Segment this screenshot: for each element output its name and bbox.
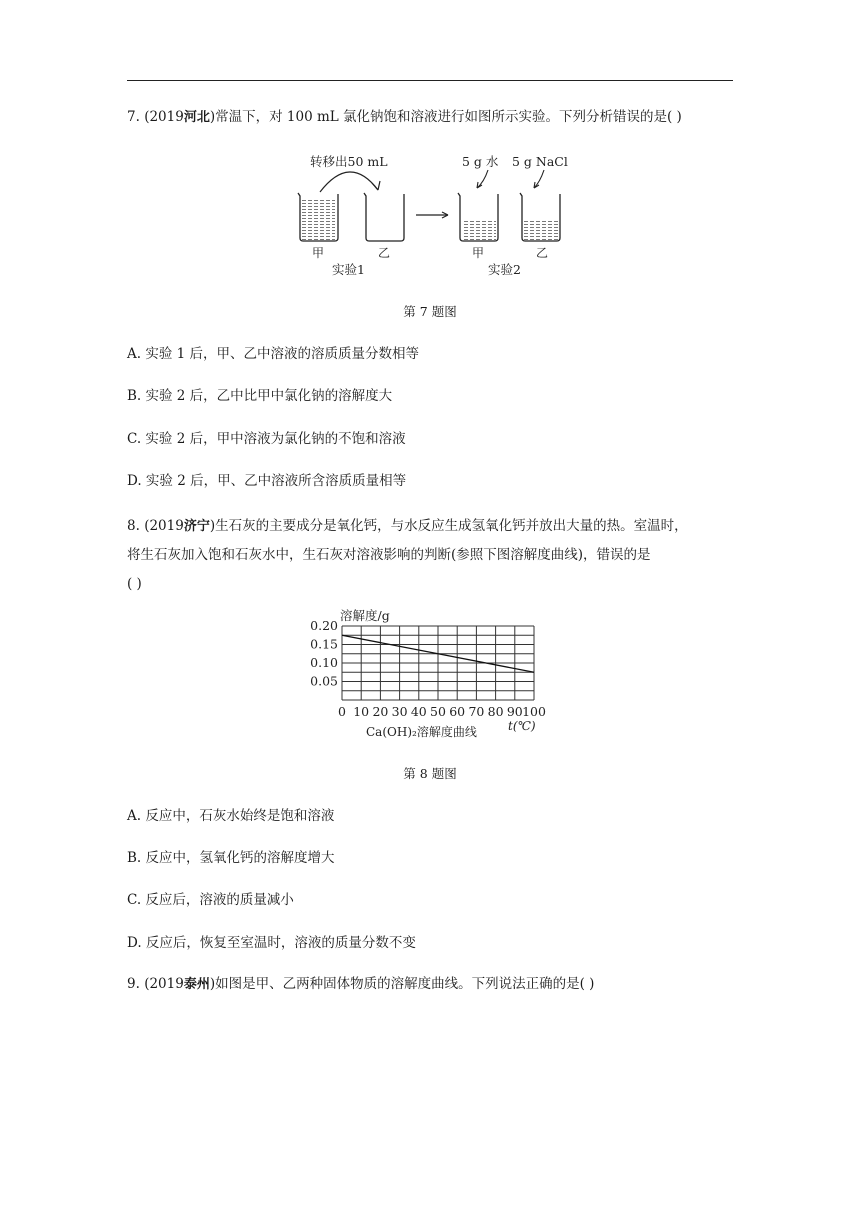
x-tick-label: 10 bbox=[353, 704, 370, 719]
q7-option-c: C. 实验 2 后，甲中溶液为氯化钠的不饱和溶液 bbox=[127, 431, 406, 447]
water-label: 5 g 水 bbox=[462, 154, 499, 169]
x-tick-label: 30 bbox=[391, 704, 408, 719]
chart-grid bbox=[342, 626, 534, 700]
q8-caption: 第 8 题图 bbox=[403, 766, 457, 781]
q7-option-b: B. 实验 2 后，乙中比甲中氯化钠的溶解度大 bbox=[127, 388, 393, 404]
nacl-label: 5 g NaCl bbox=[512, 154, 568, 169]
question-7-figure bbox=[290, 148, 580, 283]
y-tick-label: 0.05 bbox=[310, 673, 338, 689]
y-tick-label: 0.10 bbox=[310, 655, 338, 670]
x-tick-label: 80 bbox=[487, 704, 504, 719]
question-7-stem: 7. (2019河北)常温下，对 100 mL 氯化钠饱和溶液进行如图所示实验。下列分析错误的是( ) bbox=[127, 109, 682, 125]
q8-option-b: B. 反应中，氢氧化钙的溶解度增大 bbox=[127, 850, 335, 866]
beaker-jia-exp1 bbox=[298, 193, 338, 241]
q8-option-c: C. 反应后，溶液的质量减小 bbox=[127, 892, 294, 908]
q8-option-d: D. 反应后，恢复至室温时，溶液的质量分数不变 bbox=[127, 935, 416, 951]
x-tick-label: 0 bbox=[338, 704, 346, 719]
y-tick-label: 0.20 bbox=[310, 618, 338, 633]
header-rule bbox=[127, 80, 733, 81]
beaker-yi-exp1 bbox=[364, 193, 404, 241]
label-jia-2: 甲 bbox=[472, 246, 485, 260]
chart-y-label: 溶解度/g bbox=[340, 608, 390, 623]
exp1-label: 实验1 bbox=[332, 262, 365, 277]
label-jia-1: 甲 bbox=[312, 246, 325, 260]
transfer-label: 转移出50 mL bbox=[310, 154, 388, 169]
x-tick-label: 100 bbox=[522, 704, 546, 719]
x-tick-label: 50 bbox=[430, 704, 446, 719]
x-tick-label: 90 bbox=[506, 704, 523, 719]
beaker-jia-exp2 bbox=[458, 193, 498, 241]
label-yi-1: 乙 bbox=[378, 246, 391, 260]
question-9-stem: 9. (2019泰州)如图是甲、乙两种固体物质的溶解度曲线。下列说法正确的是( ) bbox=[127, 976, 595, 992]
question-8-stem: 8. (2019济宁)生石灰的主要成分是氧化钙，与水反应生成氢氧化钙并放出大量的热。室温时， 将生石灰加入饱和石灰水中，生石灰对溶液影响的判断(参照下图溶解度曲线)，错误的是 ( ) bbox=[127, 518, 688, 592]
q7-option-a: A. 实验 1 后，甲、乙中溶液的溶质质量分数相等 bbox=[127, 346, 420, 362]
solubility-chart bbox=[300, 604, 560, 744]
label-yi-2: 乙 bbox=[536, 246, 549, 260]
x-tick-label: 40 bbox=[410, 704, 427, 719]
q8-option-a: A. 反应中，石灰水始终是饱和溶液 bbox=[127, 808, 335, 824]
water-arrow bbox=[477, 170, 488, 188]
chart-title: Ca(OH)₂溶解度曲线 bbox=[366, 725, 477, 739]
y-tick-label: 0.15 bbox=[310, 636, 338, 652]
x-tick-label: 60 bbox=[449, 704, 466, 719]
process-arrow bbox=[416, 212, 448, 218]
beaker-yi-exp2 bbox=[520, 193, 560, 241]
x-tick-label: 20 bbox=[372, 704, 389, 719]
chart-x-label: t(℃) bbox=[508, 719, 536, 733]
q7-option-d: D. 实验 2 后，甲、乙中溶液所含溶质质量相等 bbox=[127, 473, 407, 489]
exp2-label: 实验2 bbox=[488, 262, 521, 277]
transfer-arrow bbox=[320, 172, 378, 192]
q7-caption: 第 7 题图 bbox=[403, 304, 457, 319]
x-tick-label: 70 bbox=[468, 704, 485, 719]
